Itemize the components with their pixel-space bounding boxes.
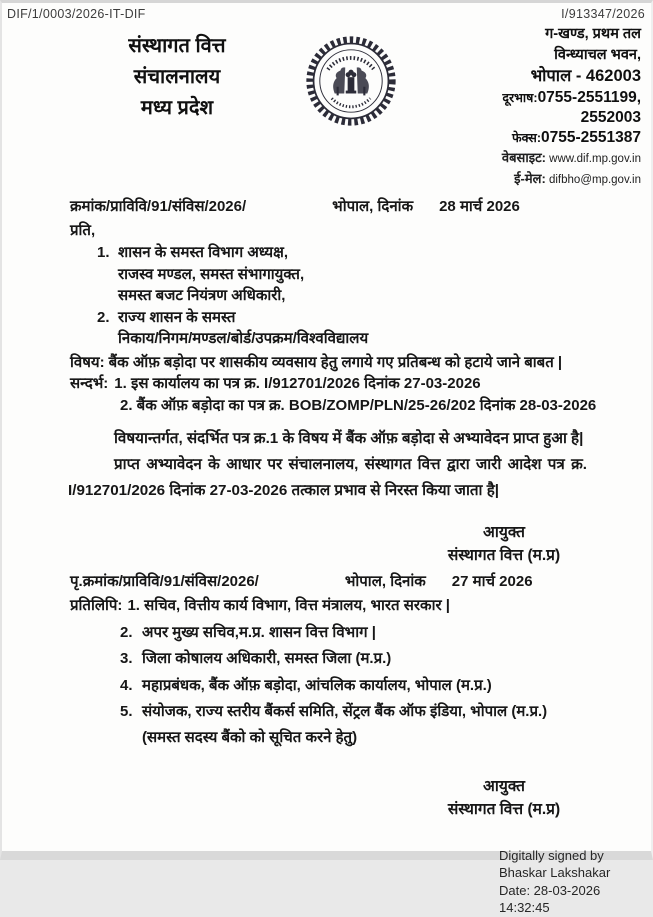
copy-text: 1. सचिव, वित्तीय कार्य विभाग, वित्त मंत्रालय, भारत सरकार |: [127, 597, 450, 614]
address-line-1: ग-खण्ड, प्रथम तल: [545, 26, 641, 42]
subject-row: [2, 350, 651, 374]
recipient-item-continuation: [2, 328, 651, 350]
email-line: [410, 169, 641, 190]
phone-line: [410, 88, 641, 108]
digital-signature-line-1: Digitally signed by: [499, 847, 604, 863]
signatory-title: आयुक्त: [483, 777, 525, 795]
copy-number: 4.: [120, 676, 133, 694]
recipient-number: 1.: [97, 244, 110, 261]
website-value: www.dif.mp.gov.in: [549, 153, 641, 165]
recipient-item-continuation: [2, 264, 651, 286]
phone-label: दूरभाष:: [502, 91, 538, 105]
recipient-number: 2.: [97, 308, 110, 326]
recipient-item: [2, 307, 651, 329]
copy-item-5: [70, 699, 611, 726]
copies-list: [2, 592, 651, 750]
copy-item-2: [70, 620, 611, 647]
salutation: प्रति,: [70, 222, 96, 239]
signatory-org: संस्थागत वित्त (म.प्र): [447, 547, 561, 564]
reference-label: सन्दर्भ:: [70, 375, 109, 392]
recipient-text: राज्य शासन के समस्त: [118, 308, 236, 326]
phone-value: 0755-2551199,: [537, 89, 641, 106]
recipient-text: राजस्व मण्डल, समस्त संभागायुक्त,: [118, 265, 305, 283]
endorsement-ref-no: पृ.क्रमांक/प्राविवि/91/संविस/2026/: [70, 573, 259, 590]
digital-signature-line-4: 14:32:45: [499, 900, 550, 915]
recipient-text: समस्त बजट नियंत्रण अधिकारी,: [118, 287, 286, 304]
copy-text: संयोजक, राज्य स्तरीय बैंकर्स समिति, सेंट्रल बैंक ऑफ इंडिया, भोपाल (म.प्र.): [142, 703, 548, 720]
recipient-item-continuation: [2, 285, 651, 307]
copy-item-3: [70, 646, 611, 673]
signatory-org: संस्थागत वित्त (म.प्र): [447, 800, 561, 818]
copy-number: 3.: [120, 650, 133, 667]
website-line: [410, 148, 641, 169]
org-line-1: संस्थागत वित्त: [128, 35, 226, 57]
org-name-block: [62, 21, 292, 190]
recipient-text: निकाय/निगम/मण्डल/बोर्ड/उपक्रम/विश्वविद्यालय: [118, 330, 369, 347]
top-file-references: [2, 3, 651, 21]
org-line-3: मध्य प्रदेश: [140, 97, 214, 119]
file-ref-right: I/913347/2026: [561, 7, 645, 21]
subject-text: बैंक ऑफ़ बड़ोदा पर शासकीय व्यवसाय हेतु लगाये गए प्रतिबन्ध को हटाये जाने बाबत |: [108, 353, 563, 371]
reference-row-2: 2. बैंक ऑफ़ बड़ोदा का पत्र क्र. BOB/ZOMP/PLN/25-26/202 दिनांक 28-03-2026: [120, 397, 597, 414]
signatory-title: आयुक्त: [483, 524, 525, 541]
phone-line-2: [410, 108, 641, 128]
letter-ref-no: क्रमांक/प्राविवि/91/संविस/2026/: [70, 198, 247, 215]
fax-line: [410, 128, 641, 148]
address-line-2: विन्ध्याचल भवन,: [554, 46, 641, 63]
phone-value-2: 2552003: [580, 109, 641, 126]
fax-value: 0755-2551387: [541, 129, 641, 146]
letter-date: 28 मार्च 2026: [439, 198, 520, 215]
signature-block-1: [419, 521, 589, 567]
email-label: ई-मेल:: [514, 171, 546, 186]
letterhead: [2, 21, 651, 190]
copy-number: 5.: [120, 703, 133, 720]
copy-number: 2.: [120, 623, 133, 641]
copy-item-4: [70, 673, 611, 700]
website-label: वेबसाइट:: [501, 150, 546, 165]
copies-note: (समस्त सदस्य बैंको को सूचित करने हेतु): [142, 728, 358, 746]
fax-label: फेक्स:: [512, 131, 541, 145]
body-paragraph-2: प्राप्त अभ्यावेदन के आधार पर संचालनालय, संस्थागत वित्त द्वारा जारी आदेश पत्र क्र. I/912701/2026 दिनांक 27-03-2026 तत्काल प्रभाव से निरस्त किया जाता है|: [68, 456, 587, 499]
copy-item-1: [70, 593, 611, 620]
mp-state-emblem-icon: [292, 21, 410, 190]
digital-signature-block: [499, 847, 639, 917]
copies-label: प्रतिलिपि:: [70, 597, 123, 614]
letter-ref-row: [2, 190, 651, 217]
reference-text: 1. इस कार्यालय का पत्र क्र. I/912701/2026 दिनांक 27-03-2026: [114, 375, 481, 392]
reference-row-1: [70, 373, 611, 395]
recipient-item: [2, 242, 651, 264]
digital-signature-line-2: Bhaskar Lakshakar: [499, 865, 611, 880]
endorsement-date: 27 मार्च 2026: [451, 573, 533, 590]
copy-text: अपर मुख्य सचिव,म.प्र. शासन वित्त विभाग |: [142, 623, 376, 641]
copy-text: महाप्रबंधक, बैंक ऑफ़ बड़ोदा, आंचलिक कार्यालय, भोपाल (म.प्र.): [142, 676, 492, 694]
endorsement-ref-row: [2, 567, 651, 592]
place-date-label: भोपाल, दिनांक: [344, 573, 426, 590]
subject-label: विषय:: [70, 353, 105, 371]
email-value: difbho@mp.gov.in: [548, 174, 641, 186]
reference-block: [2, 373, 651, 417]
file-ref-left: DIF/1/0003/2026-IT-DIF: [7, 7, 146, 21]
digital-signature-line-3: Date: 28-03-2026: [499, 882, 601, 898]
place-date-label: भोपाल, दिनांक: [332, 198, 414, 215]
body-paragraph-1: विषयान्तर्गत, संदर्भित पत्र क्र.1 के विषय में बैंक ऑफ़ बड़ोदा से अभ्यावेदन प्राप्त हुआ है|: [114, 430, 584, 447]
org-line-2: संचालनालय: [133, 66, 221, 88]
recipient-list: [2, 241, 651, 350]
signature-block-2: [419, 775, 589, 821]
office-address-block: [410, 21, 645, 190]
copy-text: जिला कोषालय अधिकारी, समस्त जिला (म.प्र.): [142, 650, 392, 667]
address-line-3: भोपाल - 462003: [530, 67, 641, 85]
recipient-text: शासन के समस्त विभाग अध्यक्ष,: [118, 244, 289, 261]
